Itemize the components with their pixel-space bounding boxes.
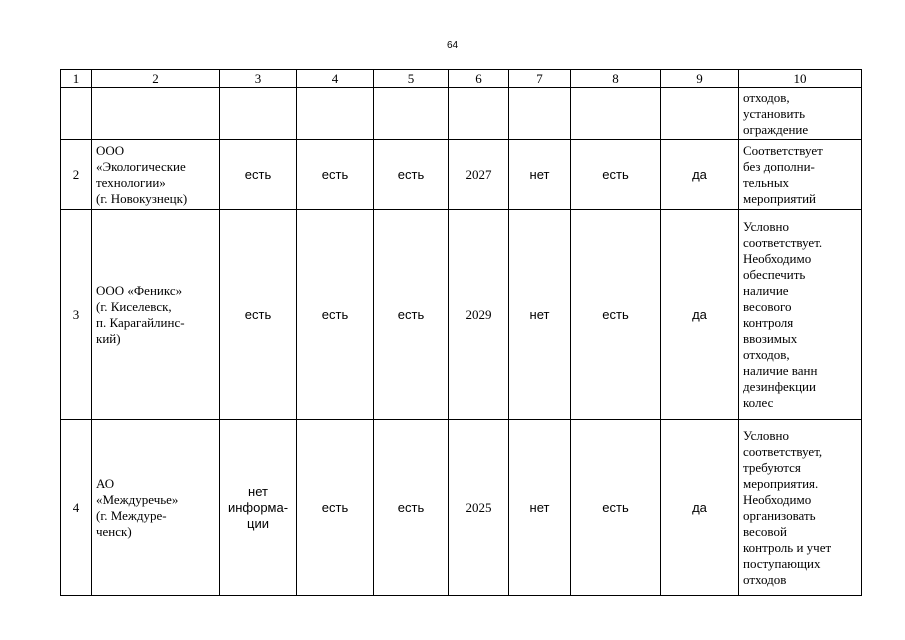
text-line: технологии» — [96, 174, 166, 190]
cell-col8: есть — [571, 140, 661, 210]
header-cell: 10 — [739, 70, 862, 88]
header-cell: 7 — [509, 70, 571, 88]
cell-col8: есть — [571, 210, 661, 420]
text-line: требуются — [743, 459, 801, 475]
cell-col5 — [374, 88, 449, 140]
table-row — [61, 140, 862, 210]
text-line: есть — [244, 166, 272, 182]
cell-year: 2025 — [449, 420, 509, 596]
text-line: весового — [743, 298, 792, 314]
table-row — [61, 420, 862, 596]
text-line: ввозимых — [743, 330, 798, 346]
table-row — [61, 210, 862, 420]
text-line: информа- — [227, 499, 289, 515]
text-line: наличие — [743, 282, 789, 298]
text-line: ченск) — [96, 523, 132, 539]
text-line: «Междуречье» — [96, 491, 179, 507]
cell-col9: да — [661, 140, 739, 210]
cell-col8: есть — [571, 420, 661, 596]
text-line: мероприятий — [743, 190, 816, 206]
text-line: Условно — [743, 427, 789, 443]
header-cell: 1 — [61, 70, 92, 88]
cell-col4: есть — [297, 420, 374, 596]
text-line: контроля — [743, 314, 794, 330]
text-line: организовать — [743, 507, 816, 523]
text-line: Необходимо — [743, 491, 812, 507]
header-cell: 2 — [92, 70, 220, 88]
text-line: ции — [247, 515, 269, 531]
text-line: ООО «Феникс» — [96, 282, 183, 298]
text-line: (г. Междуре- — [96, 507, 167, 523]
text-line: поступающих — [743, 555, 821, 571]
cell-col7: нет — [509, 420, 571, 596]
header-cell: 4 — [297, 70, 374, 88]
text-line: отходов — [743, 571, 787, 587]
cell-col7: нет — [509, 210, 571, 420]
page-number: 64 — [446, 40, 459, 51]
text-line: отходов, — [743, 89, 790, 105]
text-line: нет — [248, 483, 268, 499]
text-line: соответствует, — [743, 443, 823, 459]
text-line: есть — [244, 306, 272, 322]
text-line: мероприятия. — [743, 475, 819, 491]
text-line: колес — [743, 394, 774, 410]
cell-col5: есть — [374, 420, 449, 596]
text-line: тельных — [743, 174, 790, 190]
text-line: Условно — [743, 218, 789, 234]
cell-col9: да — [661, 420, 739, 596]
cell-col3 — [220, 140, 297, 210]
cell-col7: нет — [509, 140, 571, 210]
cell-col3 — [220, 210, 297, 420]
text-line: наличие ванн — [743, 362, 818, 378]
cell-col10 — [739, 210, 862, 420]
text-line: ООО — [96, 142, 125, 158]
text-line: весовой — [743, 523, 787, 539]
waste-facilities-table — [60, 69, 862, 596]
continuation-row — [61, 88, 862, 140]
text-line: установить — [743, 105, 806, 121]
cell-col3 — [220, 420, 297, 596]
text-line: без дополни- — [743, 158, 815, 174]
cell-num: 4 — [61, 420, 92, 596]
header-cell: 3 — [220, 70, 297, 88]
cell-num: 3 — [61, 210, 92, 420]
text-line: п. Карагайлинс- — [96, 314, 185, 330]
text-line: Соответствует — [743, 142, 823, 158]
cell-name — [92, 420, 220, 596]
cell-col4: есть — [297, 210, 374, 420]
cell-col6 — [449, 88, 509, 140]
text-line: отходов, — [743, 346, 790, 362]
cell-col10 — [739, 140, 862, 210]
cell-num — [61, 88, 92, 140]
cell-year: 2027 — [449, 140, 509, 210]
cell-col5: есть — [374, 140, 449, 210]
text-line: дезинфекции — [743, 378, 816, 394]
header-cell: 5 — [374, 70, 449, 88]
cell-col8 — [571, 88, 661, 140]
cell-name — [92, 140, 220, 210]
cell-name — [92, 210, 220, 420]
header-cell: 9 — [661, 70, 739, 88]
cell-col4 — [297, 88, 374, 140]
header-cell: 6 — [449, 70, 509, 88]
text-line: ограждение — [743, 121, 809, 137]
text-line: соответствует. — [743, 234, 823, 250]
text-line: обеспечить — [743, 266, 806, 282]
cell-col10-continuation — [739, 88, 862, 140]
text-line: контроль и учет — [743, 539, 832, 555]
header-cell: 8 — [571, 70, 661, 88]
text-line: Необходимо — [743, 250, 812, 266]
cell-col9: да — [661, 210, 739, 420]
table-header-row — [61, 70, 862, 88]
text-line: кий) — [96, 330, 121, 346]
text-line: (г. Новокузнецк) — [96, 190, 188, 206]
text-line: АО — [96, 475, 115, 491]
text-line: (г. Киселевск, — [96, 298, 172, 314]
cell-col5: есть — [374, 210, 449, 420]
cell-col3 — [220, 88, 297, 140]
cell-name — [92, 88, 220, 140]
cell-col4: есть — [297, 140, 374, 210]
cell-num: 2 — [61, 140, 92, 210]
cell-col10 — [739, 420, 862, 596]
cell-col7 — [509, 88, 571, 140]
cell-col9 — [661, 88, 739, 140]
text-line: «Экологические — [96, 158, 186, 174]
cell-year: 2029 — [449, 210, 509, 420]
